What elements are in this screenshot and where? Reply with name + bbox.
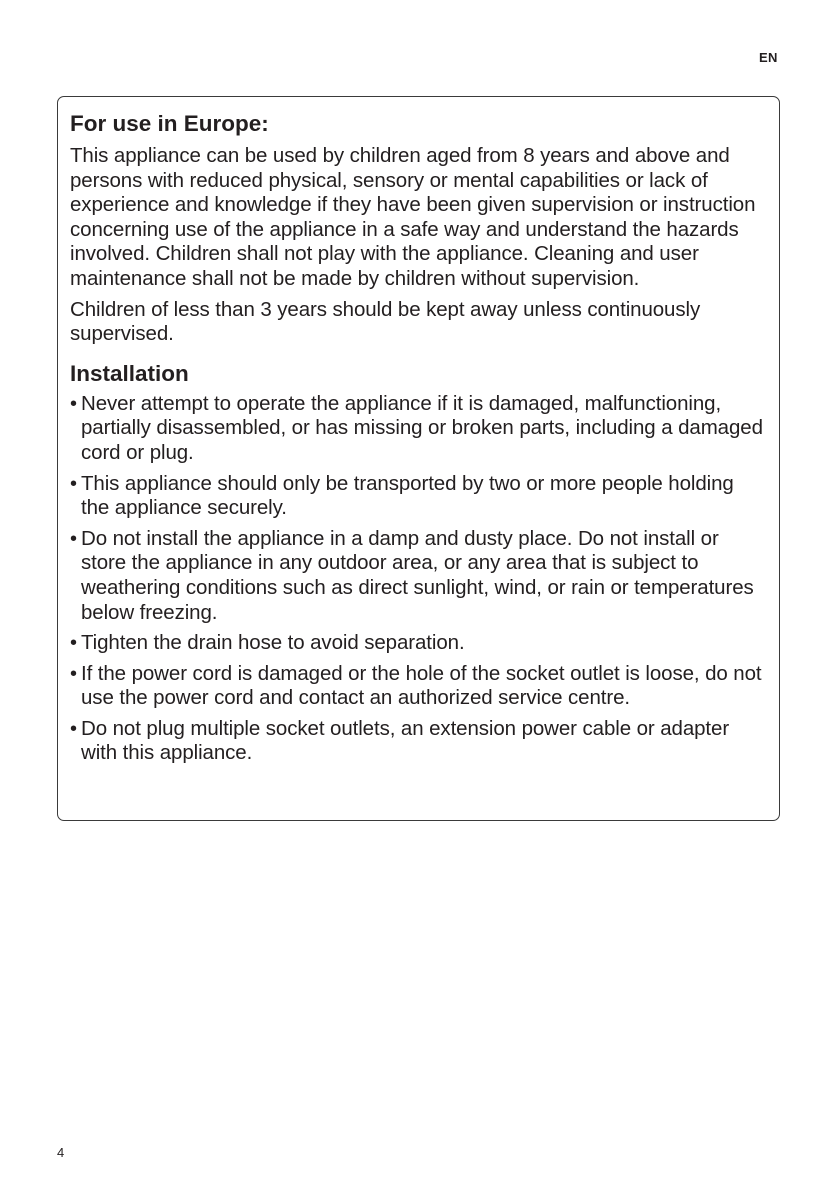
page-number: 4 bbox=[57, 1145, 65, 1160]
list-item-text: Do not plug multiple socket outlets, an extension power cable or adapter with this appliance. bbox=[81, 716, 730, 765]
bullet-icon: • bbox=[70, 392, 77, 415]
installation-item-location bbox=[70, 527, 767, 625]
installation-item-damaged bbox=[70, 392, 767, 466]
bullet-icon: • bbox=[70, 717, 77, 740]
bullet-icon: • bbox=[70, 472, 77, 495]
list-item-text: Do not install the appliance in a damp and dusty place. Do not install or store the appliance in any outdoor area, or any area that is subject to weathering conditions such as direct sunlight, wind, or rain or temperatures below freezing. bbox=[81, 526, 754, 624]
list-item-text: This appliance should only be transported by two or more people holding the appliance securely. bbox=[81, 471, 734, 520]
bullet-icon: • bbox=[70, 527, 77, 550]
list-item-text: Tighten the drain hose to avoid separation. bbox=[81, 631, 465, 655]
installation-list bbox=[70, 392, 767, 766]
europe-paragraph-children-use: This appliance can be used by children aged from 8 years and above and persons with reduced physical, sensory or mental capabilities or lack of experience and knowledge if they have been given supervision or instruction concerning use of the appliance in a safe way and understand the hazards involved. Children shall not play with the appliance. Cleaning and user maintenance shall not be made by children without supervision. bbox=[70, 144, 756, 290]
europe-paragraph-under-3: Children of less than 3 years should be kept away unless continuously supervised. bbox=[70, 297, 701, 346]
installation-heading: Installation bbox=[70, 360, 189, 386]
installation-item-power-cord bbox=[70, 662, 767, 711]
bullet-icon: • bbox=[70, 632, 77, 655]
installation-item-drain-hose bbox=[70, 631, 767, 656]
installation-item-transport bbox=[70, 472, 767, 521]
bullet-icon: • bbox=[70, 662, 77, 685]
safety-notice-box bbox=[57, 96, 780, 821]
europe-heading: For use in Europe: bbox=[70, 111, 269, 136]
language-code: EN bbox=[759, 50, 778, 65]
installation-item-socket-outlets bbox=[70, 717, 767, 766]
list-item-text: If the power cord is damaged or the hole of the socket outlet is loose, do not use the power cord and contact an authorized service centre. bbox=[81, 661, 762, 710]
list-item-text: Never attempt to operate the appliance if it is damaged, malfunctioning, partially disassembled, or has missing or broken parts, including a damaged cord or plug. bbox=[81, 391, 763, 464]
